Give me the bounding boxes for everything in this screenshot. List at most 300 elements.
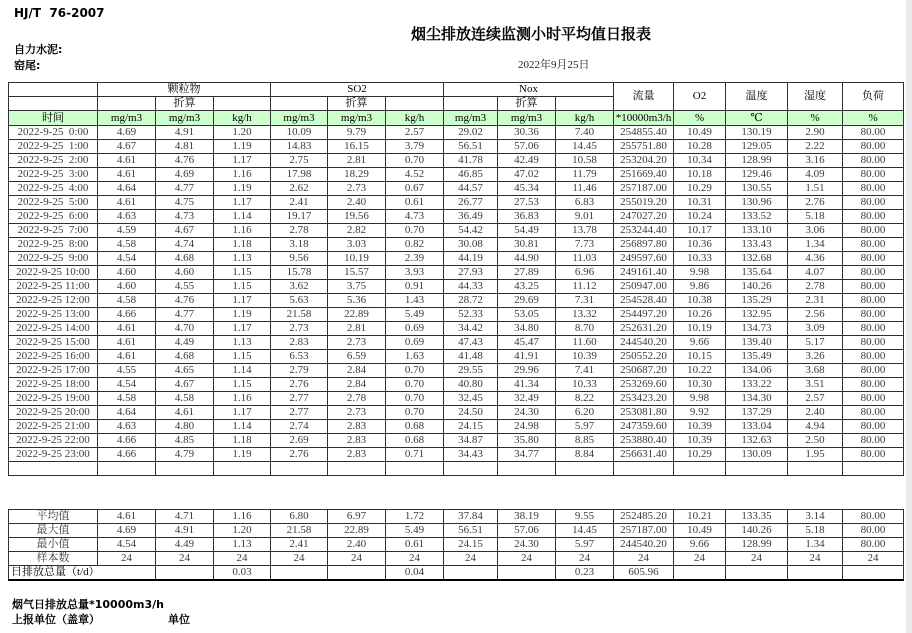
pm-converted-header: 折算 (156, 97, 214, 111)
value-cell: 3.68 (788, 364, 843, 378)
blank-cell (556, 97, 614, 111)
time-cell: 2022-9-25 0:00 (9, 126, 98, 140)
value-cell: 256897.80 (614, 238, 674, 252)
value-cell: 38.19 (498, 510, 556, 524)
value-cell: 5.49 (386, 308, 444, 322)
value-cell: 252485.20 (614, 510, 674, 524)
temp-header: 温度 (726, 83, 788, 111)
value-cell: 1.13 (214, 252, 271, 266)
value-cell: 10.33 (556, 378, 614, 392)
value-cell: 37.84 (444, 510, 498, 524)
value-cell: 80.00 (843, 350, 904, 364)
value-cell: 10.39 (674, 434, 726, 448)
value-cell: 605.96 (614, 566, 674, 581)
time-cell: 2022-9-25 15:00 (9, 336, 98, 350)
value-cell: 40.80 (444, 378, 498, 392)
value-cell: 24 (726, 552, 788, 566)
time-cell: 2022-9-25 21:00 (9, 420, 98, 434)
value-cell: 2.77 (271, 406, 328, 420)
value-cell: 10.49 (674, 524, 726, 538)
value-cell: 27.89 (498, 266, 556, 280)
standard-code: HJ/T 76-2007 (14, 6, 105, 20)
value-cell: 1.19 (214, 182, 271, 196)
value-cell: 3.03 (328, 238, 386, 252)
value-cell: 41.34 (498, 378, 556, 392)
value-cell: 6.96 (556, 266, 614, 280)
value-cell: 28.72 (444, 294, 498, 308)
blank-cell (9, 97, 98, 111)
value-cell: 5.17 (788, 336, 843, 350)
summary-rows (9, 510, 904, 566)
value-cell: 2.83 (328, 434, 386, 448)
value-cell: 80.00 (843, 510, 904, 524)
value-cell: 2.74 (271, 420, 328, 434)
value-cell: 3.14 (788, 510, 843, 524)
value-cell: 24.15 (444, 538, 498, 552)
value-cell: 10.31 (674, 196, 726, 210)
value-cell: 80.00 (843, 252, 904, 266)
value-cell: 1.51 (788, 182, 843, 196)
value-cell: 128.99 (726, 154, 788, 168)
table-row (9, 364, 904, 378)
value-cell: 7.40 (556, 126, 614, 140)
value-cell: 4.36 (788, 252, 843, 266)
value-cell: 29.55 (444, 364, 498, 378)
value-cell: 44.33 (444, 280, 498, 294)
value-cell: 80.00 (843, 434, 904, 448)
value-cell: 2.90 (788, 126, 843, 140)
value-cell (328, 566, 386, 581)
value-cell: 4.76 (156, 154, 214, 168)
value-cell: 19.17 (271, 210, 328, 224)
value-cell: 1.16 (214, 168, 271, 182)
value-cell: 10.18 (674, 168, 726, 182)
value-cell: 2.82 (328, 224, 386, 238)
value-cell: 1.95 (788, 448, 843, 462)
value-cell: 4.68 (156, 252, 214, 266)
unit-cell: ℃ (726, 111, 788, 126)
time-cell: 2022-9-25 12:00 (9, 294, 98, 308)
value-cell: 80.00 (843, 378, 904, 392)
value-cell: 2.77 (271, 392, 328, 406)
value-cell: 0.70 (386, 224, 444, 238)
value-cell: 4.54 (98, 378, 156, 392)
unit-cell: % (843, 111, 904, 126)
value-cell: 4.65 (156, 364, 214, 378)
unit-cell: mg/m3 (98, 111, 156, 126)
time-cell: 2022-9-25 17:00 (9, 364, 98, 378)
value-cell: 2.76 (271, 378, 328, 392)
value-cell: 4.60 (98, 266, 156, 280)
table-row (9, 406, 904, 420)
value-cell: 2.39 (386, 252, 444, 266)
value-cell: 4.52 (386, 168, 444, 182)
value-cell: 1.34 (788, 238, 843, 252)
blank-cell (498, 462, 556, 476)
value-cell: 133.35 (726, 510, 788, 524)
value-cell: 2.83 (271, 336, 328, 350)
blank-cell (98, 462, 156, 476)
value-cell (674, 566, 726, 581)
value-cell: 24 (444, 552, 498, 566)
value-cell: 8.70 (556, 322, 614, 336)
value-cell: 4.68 (156, 350, 214, 364)
value-cell: 11.60 (556, 336, 614, 350)
blank-cell (726, 462, 788, 476)
value-cell: 10.34 (674, 154, 726, 168)
unit-cell: mg/m3 (328, 111, 386, 126)
value-cell: 8.84 (556, 448, 614, 462)
value-cell: 29.69 (498, 294, 556, 308)
table-row (9, 168, 904, 182)
value-cell: 2.22 (788, 140, 843, 154)
blank-cell (843, 462, 904, 476)
value-cell: 27.93 (444, 266, 498, 280)
value-cell: 80.00 (843, 168, 904, 182)
value-cell: 128.99 (726, 538, 788, 552)
value-cell: 4.61 (98, 168, 156, 182)
value-cell: 52.33 (444, 308, 498, 322)
value-cell: 13.78 (556, 224, 614, 238)
value-cell: 80.00 (843, 336, 904, 350)
value-cell: 13.32 (556, 308, 614, 322)
value-cell: 4.85 (156, 434, 214, 448)
value-cell: 3.51 (788, 378, 843, 392)
value-cell: 0.70 (386, 378, 444, 392)
page-edge-strip (906, 0, 912, 633)
value-cell: 4.58 (98, 392, 156, 406)
value-cell: 2.76 (271, 448, 328, 462)
value-cell: 10.38 (674, 294, 726, 308)
time-header: 时间 (9, 111, 98, 126)
blank-cell (271, 462, 328, 476)
value-cell: 24.30 (498, 406, 556, 420)
value-cell: 133.10 (726, 224, 788, 238)
flue-gas-total-note: 烟气日排放总量*10000m3/h (12, 598, 164, 611)
blank-cell (214, 462, 271, 476)
value-cell: 32.45 (444, 392, 498, 406)
value-cell: 10.33 (674, 252, 726, 266)
value-cell: 24 (271, 552, 328, 566)
value-cell: 47.02 (498, 168, 556, 182)
time-cell: 2022-9-25 23:00 (9, 448, 98, 462)
value-cell: 140.26 (726, 524, 788, 538)
value-cell: 1.19 (214, 448, 271, 462)
value-cell: 1.16 (214, 224, 271, 238)
value-cell: 24 (556, 552, 614, 566)
value-cell: 11.12 (556, 280, 614, 294)
blank-cell (556, 462, 614, 476)
value-cell: 10.36 (674, 238, 726, 252)
time-cell: 2022-9-25 10:00 (9, 266, 98, 280)
value-cell: 1.20 (214, 126, 271, 140)
value-cell: 15.57 (328, 266, 386, 280)
value-cell: 132.63 (726, 434, 788, 448)
nox-converted-header: 折算 (498, 97, 556, 111)
value-cell: 10.29 (674, 182, 726, 196)
value-cell: 0.04 (386, 566, 444, 581)
value-cell: 80.00 (843, 294, 904, 308)
value-cell: 4.59 (98, 224, 156, 238)
value-cell: 1.13 (214, 336, 271, 350)
value-cell: 250687.20 (614, 364, 674, 378)
value-cell: 9.98 (674, 392, 726, 406)
load-header: 负荷 (843, 83, 904, 111)
value-cell: 4.94 (788, 420, 843, 434)
value-cell: 1.34 (788, 538, 843, 552)
value-cell: 4.54 (98, 252, 156, 266)
time-cell: 2022-9-25 9:00 (9, 252, 98, 266)
value-cell: 24 (498, 552, 556, 566)
blank-cell (156, 462, 214, 476)
value-cell: 4.69 (98, 126, 156, 140)
blank-cell (9, 83, 98, 97)
value-cell: 0.68 (386, 434, 444, 448)
value-cell: 10.22 (674, 364, 726, 378)
value-cell: 80.00 (843, 420, 904, 434)
value-cell: 3.16 (788, 154, 843, 168)
value-cell: 254528.40 (614, 294, 674, 308)
value-cell: 4.55 (98, 364, 156, 378)
nox-group-header: Nox (444, 83, 614, 97)
value-cell: 255751.80 (614, 140, 674, 154)
value-cell: 34.42 (444, 322, 498, 336)
value-cell: 1.19 (214, 308, 271, 322)
value-cell: 24 (156, 552, 214, 566)
value-cell: 129.05 (726, 140, 788, 154)
value-cell: 8.22 (556, 392, 614, 406)
value-cell: 24.15 (444, 420, 498, 434)
value-cell: 24 (674, 552, 726, 566)
value-cell: 0.61 (386, 538, 444, 552)
value-cell: 4.80 (156, 420, 214, 434)
value-cell: 1.20 (214, 524, 271, 538)
value-cell: 8.85 (556, 434, 614, 448)
unit-cell: mg/m3 (156, 111, 214, 126)
value-cell: 7.41 (556, 364, 614, 378)
value-cell: 134.73 (726, 322, 788, 336)
value-cell: 41.48 (444, 350, 498, 364)
table-row (9, 182, 904, 196)
value-cell: 9.66 (674, 336, 726, 350)
value-cell: 54.49 (498, 224, 556, 238)
value-cell: 80.00 (843, 182, 904, 196)
value-cell (843, 566, 904, 581)
value-cell: 130.09 (726, 448, 788, 462)
value-cell: 7.31 (556, 294, 614, 308)
value-cell: 1.17 (214, 294, 271, 308)
value-cell: 5.63 (271, 294, 328, 308)
unit-cell: kg/h (556, 111, 614, 126)
value-cell: 9.86 (674, 280, 726, 294)
value-cell (788, 566, 843, 581)
value-cell: 2.83 (328, 420, 386, 434)
value-cell: 19.56 (328, 210, 386, 224)
summary-label-cell: 最小值 (9, 538, 98, 552)
table-row (9, 238, 904, 252)
value-cell: 35.80 (498, 434, 556, 448)
value-cell: 5.97 (556, 420, 614, 434)
daily-total-row (9, 566, 904, 581)
value-cell: 34.80 (498, 322, 556, 336)
time-cell: 2022-9-25 6:00 (9, 210, 98, 224)
value-cell: 247027.20 (614, 210, 674, 224)
unit-cell: mg/m3 (444, 111, 498, 126)
value-cell: 57.06 (498, 140, 556, 154)
table-row (9, 336, 904, 350)
value-cell: 4.49 (156, 336, 214, 350)
value-cell: 4.77 (156, 182, 214, 196)
o2-header: O2 (674, 83, 726, 111)
value-cell: 57.06 (498, 524, 556, 538)
value-cell: 3.26 (788, 350, 843, 364)
value-cell: 1.15 (214, 280, 271, 294)
blank-cell (214, 97, 271, 111)
value-cell: 6.83 (556, 196, 614, 210)
value-cell: 4.64 (98, 406, 156, 420)
time-cell: 2022-9-25 22:00 (9, 434, 98, 448)
value-cell: 4.58 (98, 238, 156, 252)
value-cell: 21.58 (271, 308, 328, 322)
value-cell: 4.91 (156, 126, 214, 140)
table-row (9, 224, 904, 238)
value-cell: 3.62 (271, 280, 328, 294)
table-row (9, 350, 904, 364)
value-cell: 250947.00 (614, 280, 674, 294)
value-cell: 46.85 (444, 168, 498, 182)
value-cell: 34.87 (444, 434, 498, 448)
value-cell: 10.26 (674, 308, 726, 322)
value-cell: 1.17 (214, 154, 271, 168)
value-cell: 4.66 (98, 434, 156, 448)
value-cell: 4.69 (156, 168, 214, 182)
value-cell: 4.70 (156, 322, 214, 336)
value-cell: 134.30 (726, 392, 788, 406)
value-cell: 253423.20 (614, 392, 674, 406)
value-cell: 29.96 (498, 364, 556, 378)
value-cell: 0.82 (386, 238, 444, 252)
value-cell: 254855.40 (614, 126, 674, 140)
value-cell: 80.00 (843, 448, 904, 462)
value-cell: 3.79 (386, 140, 444, 154)
value-cell: 135.64 (726, 266, 788, 280)
value-cell (498, 566, 556, 581)
time-cell: 2022-9-25 4:00 (9, 182, 98, 196)
value-cell: 2.79 (271, 364, 328, 378)
blank-cell (788, 462, 843, 476)
value-cell: 6.80 (271, 510, 328, 524)
value-cell: 24.30 (498, 538, 556, 552)
value-cell: 4.76 (156, 294, 214, 308)
so2-group-header: SO2 (271, 83, 444, 97)
value-cell: 24 (98, 552, 156, 566)
value-cell: 2.73 (328, 406, 386, 420)
value-cell: 41.78 (444, 154, 498, 168)
humidity-header: 湿度 (788, 83, 843, 111)
value-cell: 2.73 (271, 322, 328, 336)
value-cell: 3.18 (271, 238, 328, 252)
value-cell: 16.15 (328, 140, 386, 154)
value-cell: 15.78 (271, 266, 328, 280)
value-cell: 9.92 (674, 406, 726, 420)
value-cell: 253269.60 (614, 378, 674, 392)
value-cell: 249161.40 (614, 266, 674, 280)
value-cell: 4.61 (98, 154, 156, 168)
value-cell: 4.73 (156, 210, 214, 224)
table-row (9, 252, 904, 266)
blank-cell (271, 97, 328, 111)
time-cell: 2022-9-25 13:00 (9, 308, 98, 322)
table-row (9, 140, 904, 154)
value-cell: 1.18 (214, 434, 271, 448)
value-cell: 1.72 (386, 510, 444, 524)
time-cell: 2022-9-25 18:00 (9, 378, 98, 392)
value-cell: 80.00 (843, 126, 904, 140)
value-cell: 80.00 (843, 322, 904, 336)
blank-cell (614, 462, 674, 476)
value-cell: 10.24 (674, 210, 726, 224)
blank-cell (9, 462, 98, 476)
value-cell: 80.00 (843, 154, 904, 168)
value-cell: 10.58 (556, 154, 614, 168)
value-cell: 24 (843, 552, 904, 566)
value-cell: 56.51 (444, 140, 498, 154)
value-cell: 2.41 (271, 538, 328, 552)
value-cell: 4.64 (98, 182, 156, 196)
value-cell: 14.45 (556, 524, 614, 538)
value-cell: 133.04 (726, 420, 788, 434)
value-cell: 4.63 (98, 210, 156, 224)
blank-cell (444, 462, 498, 476)
value-cell: 10.49 (674, 126, 726, 140)
value-cell: 1.14 (214, 420, 271, 434)
value-cell: 257187.00 (614, 182, 674, 196)
value-cell: 30.36 (498, 126, 556, 140)
value-cell: 10.15 (674, 350, 726, 364)
value-cell: 4.91 (156, 524, 214, 538)
value-cell: 27.53 (498, 196, 556, 210)
summary-row (9, 538, 904, 552)
value-cell: 11.03 (556, 252, 614, 266)
table-row (9, 434, 904, 448)
value-cell: 26.77 (444, 196, 498, 210)
value-cell: 2.78 (328, 392, 386, 406)
value-cell: 24 (386, 552, 444, 566)
value-cell: 14.83 (271, 140, 328, 154)
value-cell: 253880.40 (614, 434, 674, 448)
value-cell: 4.60 (156, 266, 214, 280)
value-cell: 1.63 (386, 350, 444, 364)
value-cell: 0.68 (386, 420, 444, 434)
value-cell: 5.97 (556, 538, 614, 552)
summary-table (8, 509, 904, 581)
value-cell: 80.00 (843, 280, 904, 294)
unit-cell: % (674, 111, 726, 126)
value-cell: 24.50 (444, 406, 498, 420)
value-cell: 0.03 (214, 566, 271, 581)
value-cell: 247359.60 (614, 420, 674, 434)
value-cell: 10.28 (674, 140, 726, 154)
value-cell: 253244.40 (614, 224, 674, 238)
value-cell: 10.19 (328, 252, 386, 266)
value-cell: 7.73 (556, 238, 614, 252)
value-cell: 249597.60 (614, 252, 674, 266)
value-cell: 250552.20 (614, 350, 674, 364)
time-cell: 2022-9-25 2:00 (9, 154, 98, 168)
value-cell: 133.22 (726, 378, 788, 392)
value-cell: 0.70 (386, 406, 444, 420)
value-cell (726, 566, 788, 581)
